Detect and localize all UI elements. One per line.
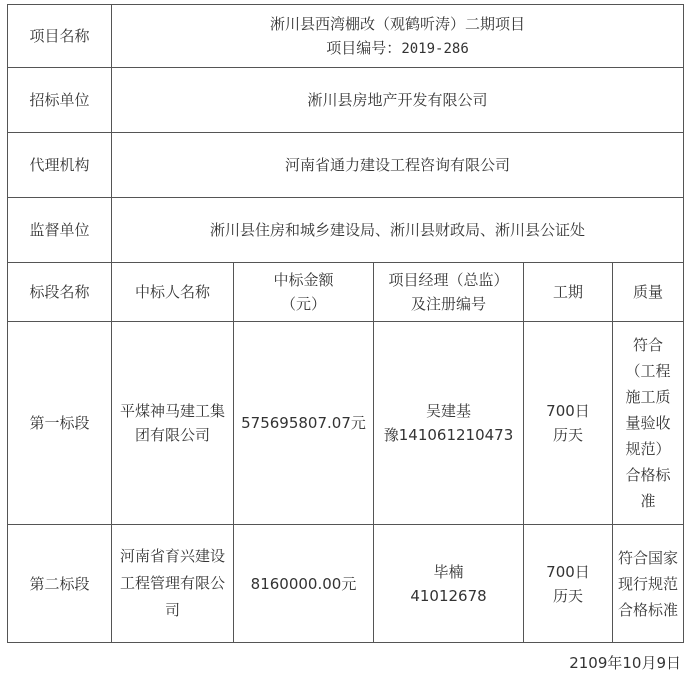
supervisor-label: 监督单位 [8,198,112,263]
project-number-line [115,36,680,61]
tenderer-value: 淅川县房地产开发有限公司 [112,68,684,133]
col-manager-line1: 项目经理（总监） [388,271,509,289]
col-amount-header [234,263,374,322]
publish-date: 2109年10月9日 [569,654,681,672]
supervisor-value: 淅川县住房和城乡建设局、淅川县财政局、淅川县公证处 [112,198,684,263]
row1-section: 第一标段 [8,322,112,525]
row2-amount: 8160000.00元 [234,525,374,643]
project-label: 项目名称 [8,5,112,68]
row1-manager: 吴建基 [425,402,471,420]
row2-section: 第二标段 [8,525,112,643]
tenderer-row [8,68,684,133]
row2-duration: 700日历天 [524,525,613,643]
tenderer-label: 招标单位 [8,68,112,133]
column-header-row [8,263,684,322]
project-number-label: 项目编号： [326,38,402,57]
agency-value: 河南省通力建设工程咨询有限公司 [112,133,684,198]
row2-winner: 河南省育兴建设工程管理有限公司 [112,525,234,643]
row2-reg-no: 41012678 [410,586,487,605]
supervisor-row [8,198,684,263]
row2-quality: 符合国家现行规范合格标准 [613,525,684,643]
row2-manager: 毕楠 [433,562,464,581]
row1-duration: 700日历天 [524,322,613,525]
col-quality-header: 质量 [613,263,684,322]
row1-amount: 575695807.07元 [234,322,374,525]
col-winner-header: 中标人名称 [112,263,234,322]
project-number: 2019-286 [401,40,469,57]
award-table [7,4,684,643]
project-name: 淅川县西湾棚改（观鹤听涛）二期项目 [270,14,526,33]
row2-manager-cell [374,525,524,643]
col-manager-line2: 及注册编号 [410,295,486,313]
row1-manager-cell [374,322,524,525]
row1-quality: 符合（工程施工质量验收规范）合格标准 [613,322,684,525]
row1-winner: 平煤神马建工集团有限公司 [112,322,234,525]
col-amount-line2: （元） [280,295,326,313]
project-row [8,5,684,68]
col-duration-header: 工期 [524,263,613,322]
col-amount-line1: 中标金额 [273,271,334,289]
project-value-cell [112,5,684,68]
table-row [8,525,684,643]
agency-label: 代理机构 [8,133,112,198]
col-section-header: 标段名称 [8,263,112,322]
table-row [8,322,684,525]
col-manager-header [374,263,524,322]
agency-row [8,133,684,198]
row1-reg-no: 豫141061210473 [383,426,514,444]
